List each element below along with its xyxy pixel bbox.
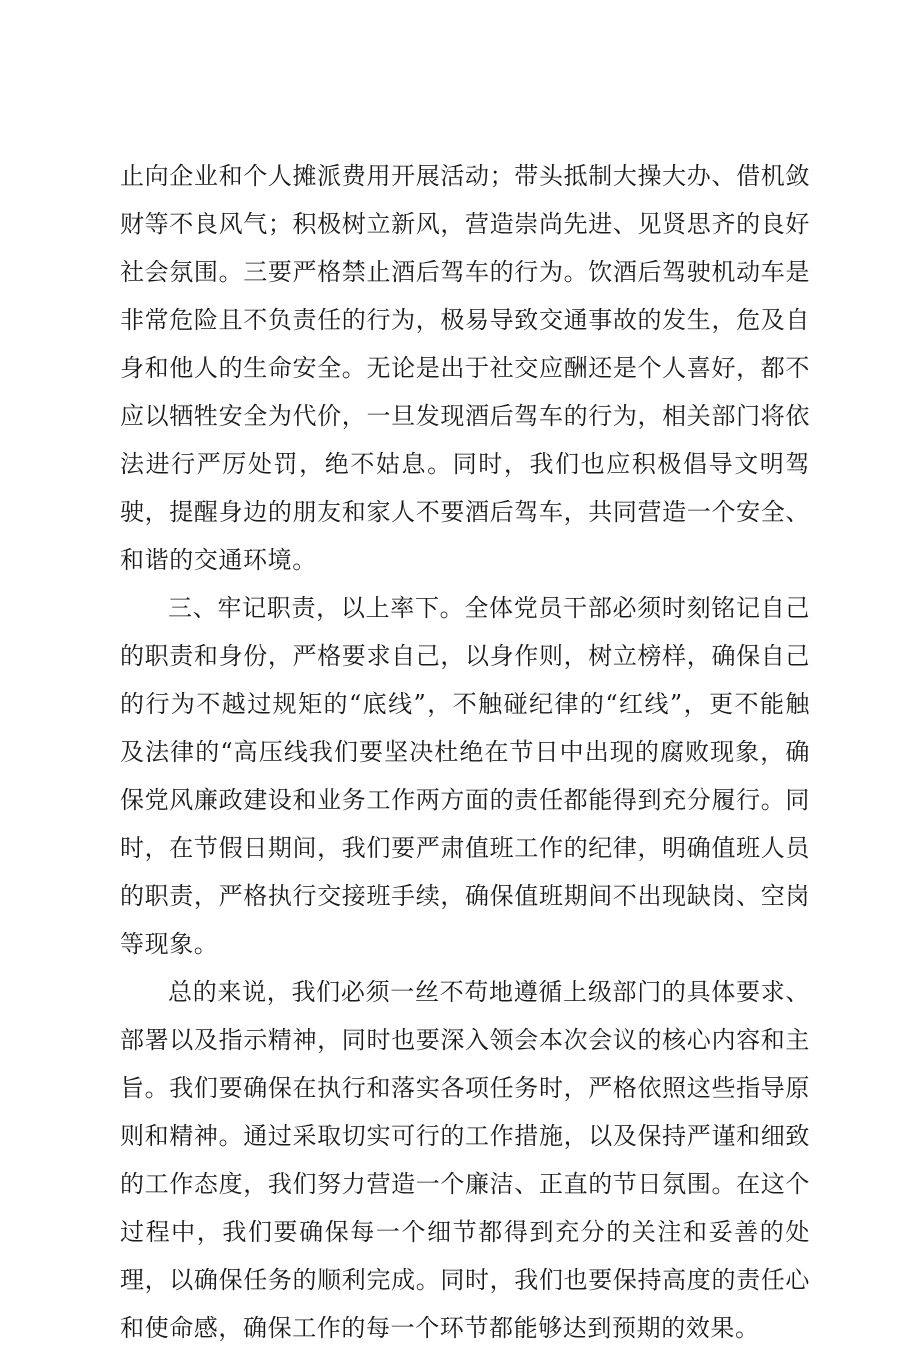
paragraph-3: 总的来说，我们必须一丝不苟地遵循上级部门的具体要求、部署以及指示精神，同时也要深入领会本次会议的核心内容和主旨。我们要确保在执行和落实各项任务时，严格依照这些指导原则和精神。通过采取切实可行的工作措施，以及保持严谨和细致的工作态度，我们努力营造一个廉洁、正直的节日氛围。在这个过程中，我们要确保每一个细节都得到充分的关注和妥善的处理，以确保任务的顺利完成。同时，我们也要保持高度的责任心和使命感，确保工作的每一个环节都能够达到预期的效果。 <box>120 978 810 1342</box>
paragraph-1: 止向企业和个人摊派费用开展活动；带头抵制大操大办、借机敛财等不良风气；积极树立新风，营造崇尚先进、见贤思齐的良好社会氛围。三要严格禁止酒后驾车的行为。饮酒后驾驶机动车是非常危险且不负责任的行为，极易导致交通事故的发生，危及自身和他人的生命安全。无论是出于社交应酬还是个人喜好，都不应以牺牲安全为代价，一旦发现酒后驾车的行为，相关部门将依法进行严厉处罚，绝不姑息。同时，我们也应积极倡导文明驾驶，提醒身边的朋友和家人不要酒后驾车，共同营造一个安全、和谐的交通环境。 <box>120 162 810 574</box>
paragraph-2: 三、牢记职责，以上率下。全体党员干部必须时刻铭记自己的职责和身份，严格要求自己，以身作则，树立榜样，确保自己的行为不越过规矩的“底线”，不触碰纪律的“红线”，更不能触及法律的“高压线我们要坚决杜绝在节日中出现的腐败现象，确保党风廉政建设和业务工作两方面的责任都能得到充分履行。同时，在节假日期间，我们要严肃值班工作的纪律，明确值班人员的职责，严格执行交接班手续，确保值班期间不出现缺岗、空岗等现象。 <box>120 594 810 958</box>
document-body <box>120 152 810 1352</box>
